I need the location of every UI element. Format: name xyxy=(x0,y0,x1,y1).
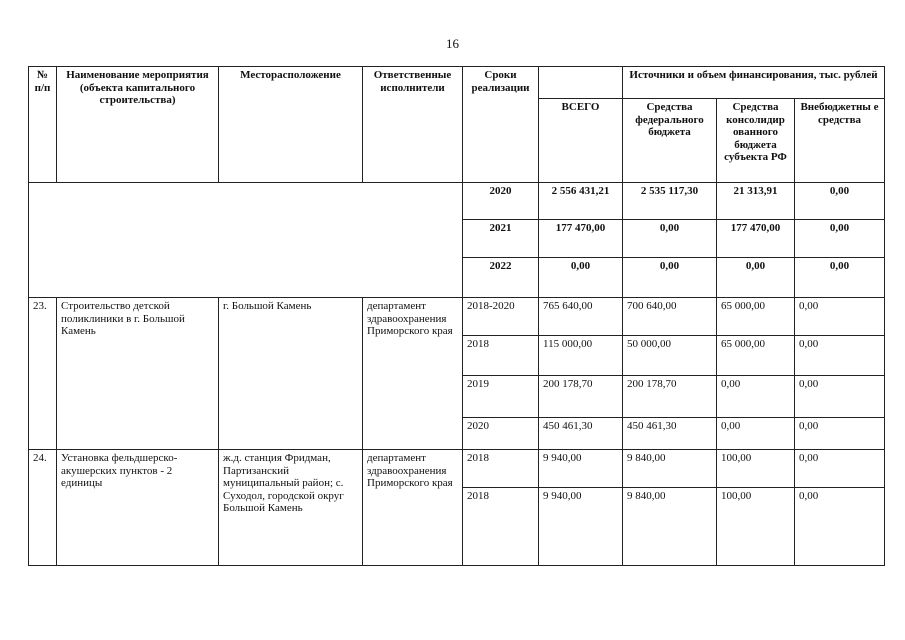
row-offbudget: 0,00 xyxy=(795,488,885,566)
row-total: 115 000,00 xyxy=(539,336,623,376)
totals-regional: 0,00 xyxy=(717,258,795,298)
item-name: Строительство детской поликлиники в г. Большой Камень xyxy=(57,298,219,450)
row-federal: 700 640,00 xyxy=(623,298,717,336)
row-year: 2018 xyxy=(463,488,539,566)
totals-blank xyxy=(29,183,463,298)
row-regional: 65 000,00 xyxy=(717,336,795,376)
row-regional: 100,00 xyxy=(717,488,795,566)
totals-total: 177 470,00 xyxy=(539,220,623,258)
header-terms: Сроки реализации xyxy=(463,67,539,183)
row-total: 200 178,70 xyxy=(539,376,623,418)
row-total: 9 940,00 xyxy=(539,488,623,566)
page-number: 16 xyxy=(446,36,459,51)
item-responsible: департамент здравоохранения Приморского края xyxy=(363,298,463,450)
table-row xyxy=(29,298,885,336)
row-federal: 450 461,30 xyxy=(623,418,717,450)
item-location: г. Большой Камень xyxy=(219,298,363,450)
row-year: 2020 xyxy=(463,418,539,450)
totals-federal: 2 535 117,30 xyxy=(623,183,717,220)
totals-row xyxy=(29,183,885,220)
header-location: Месторасположение xyxy=(219,67,363,183)
totals-regional: 21 313,91 xyxy=(717,183,795,220)
header-federal: Средства федерального бюджета xyxy=(623,99,717,183)
totals-total: 2 556 431,21 xyxy=(539,183,623,220)
row-federal: 9 840,00 xyxy=(623,488,717,566)
row-total: 450 461,30 xyxy=(539,418,623,450)
row-total: 9 940,00 xyxy=(539,450,623,488)
row-regional: 65 000,00 xyxy=(717,298,795,336)
header-blank xyxy=(539,67,623,99)
header-regional: Средства консолидир ованного бюджета субъекта РФ xyxy=(717,99,795,183)
row-federal: 9 840,00 xyxy=(623,450,717,488)
table-row xyxy=(29,450,885,488)
totals-offbudget: 0,00 xyxy=(795,183,885,220)
totals-offbudget: 0,00 xyxy=(795,258,885,298)
header-offbudget: Внебюджетны е средства xyxy=(795,99,885,183)
totals-year: 2020 xyxy=(463,183,539,220)
totals-total: 0,00 xyxy=(539,258,623,298)
header-responsible: Ответственные исполнители xyxy=(363,67,463,183)
totals-offbudget: 0,00 xyxy=(795,220,885,258)
row-federal: 50 000,00 xyxy=(623,336,717,376)
row-regional: 0,00 xyxy=(717,376,795,418)
totals-year: 2022 xyxy=(463,258,539,298)
row-year: 2018-2020 xyxy=(463,298,539,336)
row-offbudget: 0,00 xyxy=(795,418,885,450)
header-num: № п/п xyxy=(29,67,57,183)
row-regional: 0,00 xyxy=(717,418,795,450)
header-name: Наименование мероприятия (объекта капитального строительства) xyxy=(57,67,219,183)
row-offbudget: 0,00 xyxy=(795,298,885,336)
row-offbudget: 0,00 xyxy=(795,450,885,488)
header-sources: Источники и объем финансирования, тыс. рублей xyxy=(623,67,885,99)
row-total: 765 640,00 xyxy=(539,298,623,336)
item-num: 23. xyxy=(29,298,57,450)
row-year: 2018 xyxy=(463,450,539,488)
totals-regional: 177 470,00 xyxy=(717,220,795,258)
item-name: Установка фельдшерско-акушерских пунктов - 2 единицы xyxy=(57,450,219,566)
row-year: 2019 xyxy=(463,376,539,418)
header-total: ВСЕГО xyxy=(539,99,623,183)
item-num: 24. xyxy=(29,450,57,566)
totals-federal: 0,00 xyxy=(623,258,717,298)
row-regional: 100,00 xyxy=(717,450,795,488)
item-responsible: департамент здравоохранения Приморского края xyxy=(363,450,463,566)
financing-table xyxy=(28,66,885,566)
row-offbudget: 0,00 xyxy=(795,376,885,418)
totals-federal: 0,00 xyxy=(623,220,717,258)
row-year: 2018 xyxy=(463,336,539,376)
totals-year: 2021 xyxy=(463,220,539,258)
row-federal: 200 178,70 xyxy=(623,376,717,418)
row-offbudget: 0,00 xyxy=(795,336,885,376)
item-location: ж.д. станция Фридман, Партизанский муниципальный район; с. Суходол, городской округ Большой Камень xyxy=(219,450,363,566)
